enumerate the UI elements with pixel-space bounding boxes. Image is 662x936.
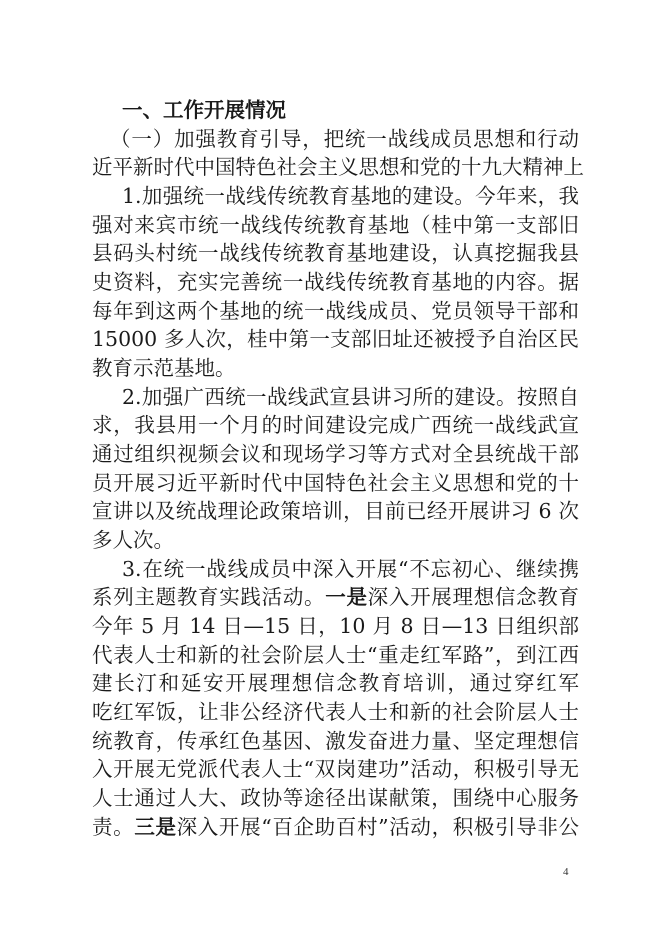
text-run: 15000 多人次，桂中第一支部旧址还被授予自治区民 [92, 327, 579, 352]
text-run: 史资料，充实完善统一战线传统教育基地的内容。据 [92, 270, 579, 295]
text-line [92, 125, 579, 154]
text-line [92, 440, 579, 469]
text-line [92, 583, 579, 612]
text-line [92, 612, 579, 641]
text-run: 县码头村统一战线传统教育基地建设，认真挖掘我县 [92, 241, 579, 266]
bold-run: 三是 [134, 814, 177, 839]
text-line [92, 727, 579, 756]
text-line [92, 497, 579, 526]
text-run: 深入开展“百企助百村”活动，积极引导非公 [176, 814, 579, 839]
text-run: 求，我县用一个月的时间建设完成广西统一战线武宣 [92, 413, 579, 438]
text-line [92, 153, 584, 182]
text-run: 通过组织视频会议和现场学习等方式对全县统战干部 [92, 442, 579, 467]
text-run: 吃红军饭，让非公经济代表人士和新的社会阶层人士 [92, 700, 579, 725]
page-number: 4 [563, 866, 569, 878]
text-run: 员开展习近平新时代中国特色社会主义思想和党的十 [92, 470, 579, 495]
text-run: （一）加强教育引导，把统一战线成员思想和行动 [110, 126, 579, 151]
text-line [92, 755, 579, 784]
text-run: 一、工作开展情况 [122, 98, 286, 122]
text-line [92, 354, 579, 383]
text-run: 2.加强广西统一战线武宣县讲习所的建设。按照自 [122, 384, 579, 409]
text-run: 每年到这两个基地的统一战线成员、党员领导干部和 [92, 298, 579, 323]
bold-run: 一是 [325, 585, 368, 610]
text-line [92, 297, 579, 326]
text-line [92, 698, 579, 727]
text-line [92, 555, 579, 584]
text-run: 责。 [92, 814, 135, 839]
text-run: 深入开展理想信念教育 [367, 585, 579, 610]
text-run: 今年 5 月 14 日—15 日，10 月 8 日—13 日组织部 [92, 614, 579, 639]
text-run: 人士通过人大、政协等途径出谋献策，围绕中心服务 [92, 786, 579, 811]
text-run: 1.加强统一战线传统教育基地的建设。今年来，我 [122, 184, 579, 209]
text-line [92, 669, 579, 698]
text-run: 强对来宾市统一战线传统教育基地（桂中第一支部旧 [92, 212, 579, 237]
text-run: 教育示范基地。 [92, 356, 236, 381]
text-line [92, 325, 579, 354]
text-line [92, 211, 579, 240]
text-run: 代表人士和新的社会阶层人士“重走红军路”，到江西 [92, 642, 579, 667]
text-line [92, 641, 579, 670]
text-line [92, 526, 579, 555]
text-run: 入开展无党派代表人士“双岗建功”活动，积极引导无 [92, 757, 579, 782]
text-line [92, 411, 579, 440]
text-line [92, 813, 579, 842]
text-line [92, 239, 579, 268]
text-run: 近平新时代中国特色社会主义思想和党的十九大精神上 [92, 155, 584, 180]
text-run: 建长汀和延安开展理想信念教育培训，通过穿红军 [92, 671, 579, 696]
text-line [92, 469, 579, 498]
text-run: 系列主题教育实践活动。 [92, 585, 326, 610]
text-run: 宣讲以及统战理论政策培训，目前已经开展讲习 6 次 [92, 499, 579, 524]
text-line [92, 182, 579, 211]
text-run: 统教育，传承红色基因、激发奋进力量、坚定理想信 [92, 728, 579, 753]
document-body [92, 96, 584, 841]
text-run: 多人次。 [92, 528, 174, 553]
section-heading [92, 96, 579, 125]
text-run: 3.在统一战线成员中深入开展“不忘初心、继续携 [122, 556, 579, 581]
text-line [92, 268, 579, 297]
text-line [92, 784, 579, 813]
text-line [92, 383, 579, 412]
